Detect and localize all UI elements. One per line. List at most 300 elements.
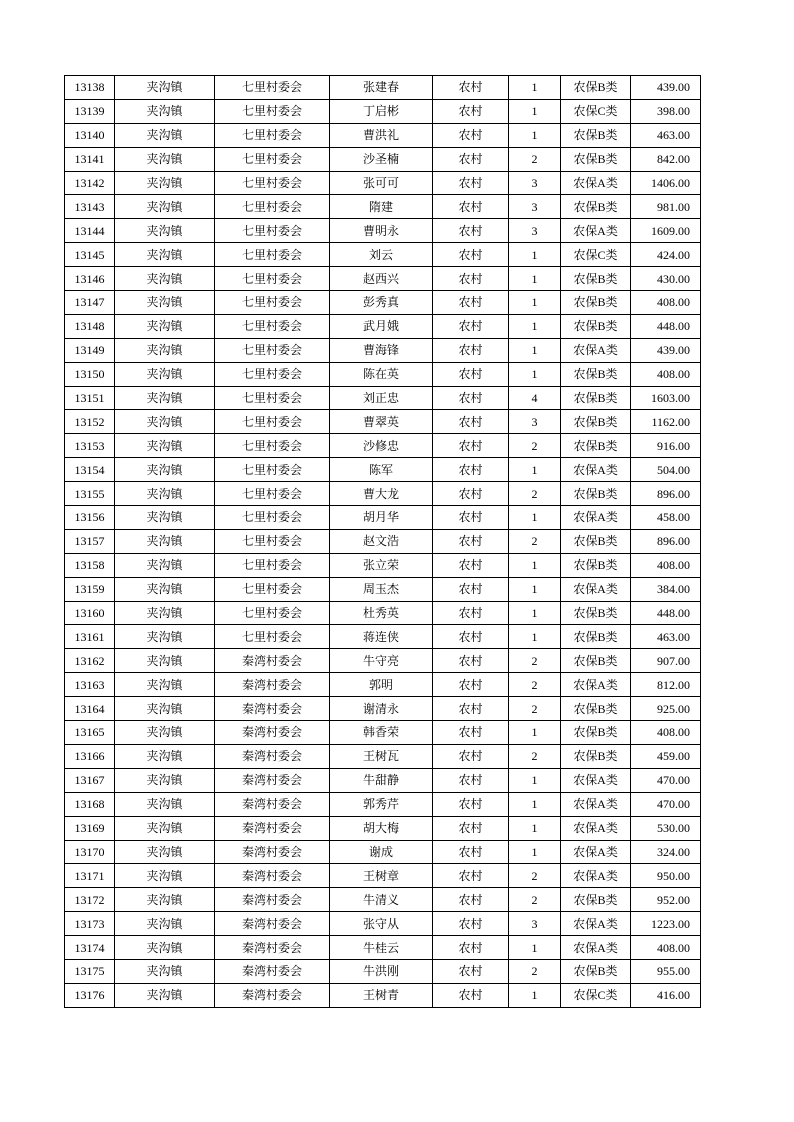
cell-id: 13176 — [65, 983, 115, 1007]
cell-count: 1 — [509, 506, 561, 530]
cell-town: 夹沟镇 — [115, 482, 215, 506]
cell-insurance_type: 农保A类 — [561, 864, 631, 888]
cell-insurance_type: 农保B类 — [561, 267, 631, 291]
cell-count: 3 — [509, 171, 561, 195]
cell-id: 13160 — [65, 601, 115, 625]
cell-town: 夹沟镇 — [115, 721, 215, 745]
cell-town: 夹沟镇 — [115, 362, 215, 386]
cell-name: 刘云 — [330, 243, 433, 267]
cell-village: 秦湾村委会 — [215, 912, 330, 936]
cell-village: 七里村委会 — [215, 625, 330, 649]
cell-id: 13169 — [65, 816, 115, 840]
cell-village: 秦湾村委会 — [215, 840, 330, 864]
cell-count: 3 — [509, 195, 561, 219]
cell-name: 沙圣楠 — [330, 147, 433, 171]
cell-name: 曹大龙 — [330, 482, 433, 506]
cell-amount: 1609.00 — [631, 219, 701, 243]
cell-residence: 农村 — [433, 673, 509, 697]
table-row — [65, 792, 701, 816]
cell-village: 七里村委会 — [215, 410, 330, 434]
table-row — [65, 291, 701, 315]
table-row — [65, 768, 701, 792]
cell-id: 13142 — [65, 171, 115, 195]
cell-amount: 324.00 — [631, 840, 701, 864]
cell-name: 刘正忠 — [330, 386, 433, 410]
cell-town: 夹沟镇 — [115, 338, 215, 362]
cell-id: 13158 — [65, 553, 115, 577]
cell-residence: 农村 — [433, 458, 509, 482]
cell-count: 2 — [509, 147, 561, 171]
cell-count: 1 — [509, 721, 561, 745]
cell-count: 4 — [509, 386, 561, 410]
cell-residence: 农村 — [433, 171, 509, 195]
cell-insurance_type: 农保A类 — [561, 577, 631, 601]
cell-insurance_type: 农保A类 — [561, 792, 631, 816]
cell-town: 夹沟镇 — [115, 219, 215, 243]
cell-village: 七里村委会 — [215, 171, 330, 195]
cell-residence: 农村 — [433, 912, 509, 936]
cell-village: 秦湾村委会 — [215, 864, 330, 888]
cell-town: 夹沟镇 — [115, 601, 215, 625]
cell-residence: 农村 — [433, 291, 509, 315]
cell-village: 七里村委会 — [215, 195, 330, 219]
cell-residence: 农村 — [433, 99, 509, 123]
cell-count: 1 — [509, 601, 561, 625]
cell-amount: 463.00 — [631, 123, 701, 147]
cell-insurance_type: 农保B类 — [561, 410, 631, 434]
cell-town: 夹沟镇 — [115, 99, 215, 123]
cell-id: 13152 — [65, 410, 115, 434]
cell-village: 七里村委会 — [215, 506, 330, 530]
cell-count: 3 — [509, 912, 561, 936]
table-row — [65, 577, 701, 601]
cell-village: 七里村委会 — [215, 147, 330, 171]
cell-residence: 农村 — [433, 816, 509, 840]
cell-village: 秦湾村委会 — [215, 673, 330, 697]
cell-insurance_type: 农保B类 — [561, 482, 631, 506]
cell-residence: 农村 — [433, 553, 509, 577]
cell-town: 夹沟镇 — [115, 147, 215, 171]
cell-name: 曹洪礼 — [330, 123, 433, 147]
table-row — [65, 243, 701, 267]
cell-insurance_type: 农保B类 — [561, 362, 631, 386]
cell-name: 牛甜静 — [330, 768, 433, 792]
cell-village: 秦湾村委会 — [215, 959, 330, 983]
cell-amount: 916.00 — [631, 434, 701, 458]
cell-amount: 1162.00 — [631, 410, 701, 434]
cell-id: 13165 — [65, 721, 115, 745]
cell-id: 13145 — [65, 243, 115, 267]
cell-id: 13157 — [65, 529, 115, 553]
cell-name: 武月娥 — [330, 314, 433, 338]
cell-insurance_type: 农保B类 — [561, 721, 631, 745]
cell-name: 韩香荣 — [330, 721, 433, 745]
cell-town: 夹沟镇 — [115, 768, 215, 792]
cell-count: 1 — [509, 553, 561, 577]
cell-amount: 842.00 — [631, 147, 701, 171]
table-row — [65, 506, 701, 530]
cell-village: 秦湾村委会 — [215, 983, 330, 1007]
cell-id: 13141 — [65, 147, 115, 171]
cell-name: 胡大梅 — [330, 816, 433, 840]
cell-residence: 农村 — [433, 123, 509, 147]
cell-insurance_type: 农保A类 — [561, 506, 631, 530]
cell-name: 王树青 — [330, 983, 433, 1007]
cell-amount: 504.00 — [631, 458, 701, 482]
cell-town: 夹沟镇 — [115, 386, 215, 410]
cell-town: 夹沟镇 — [115, 744, 215, 768]
cell-id: 13143 — [65, 195, 115, 219]
cell-town: 夹沟镇 — [115, 912, 215, 936]
table-row — [65, 147, 701, 171]
cell-insurance_type: 农保A类 — [561, 768, 631, 792]
cell-town: 夹沟镇 — [115, 983, 215, 1007]
cell-residence: 农村 — [433, 577, 509, 601]
cell-residence: 农村 — [433, 243, 509, 267]
cell-amount: 430.00 — [631, 267, 701, 291]
cell-amount: 907.00 — [631, 649, 701, 673]
cell-name: 谢成 — [330, 840, 433, 864]
cell-insurance_type: 农保B类 — [561, 744, 631, 768]
table-row — [65, 529, 701, 553]
table-row — [65, 362, 701, 386]
table-row — [65, 840, 701, 864]
cell-count: 1 — [509, 577, 561, 601]
table-row — [65, 99, 701, 123]
cell-insurance_type: 农保B类 — [561, 314, 631, 338]
cell-village: 秦湾村委会 — [215, 768, 330, 792]
cell-amount: 459.00 — [631, 744, 701, 768]
cell-name: 王树瓦 — [330, 744, 433, 768]
cell-village: 七里村委会 — [215, 458, 330, 482]
cell-insurance_type: 农保A类 — [561, 338, 631, 362]
cell-residence: 农村 — [433, 147, 509, 171]
cell-amount: 1223.00 — [631, 912, 701, 936]
cell-insurance_type: 农保A类 — [561, 673, 631, 697]
cell-village: 七里村委会 — [215, 529, 330, 553]
cell-village: 七里村委会 — [215, 338, 330, 362]
cell-residence: 农村 — [433, 195, 509, 219]
cell-town: 夹沟镇 — [115, 816, 215, 840]
cell-residence: 农村 — [433, 529, 509, 553]
table-row — [65, 625, 701, 649]
cell-count: 1 — [509, 267, 561, 291]
cell-insurance_type: 农保B类 — [561, 195, 631, 219]
table-row — [65, 123, 701, 147]
cell-town: 夹沟镇 — [115, 410, 215, 434]
cell-count: 1 — [509, 936, 561, 960]
cell-amount: 408.00 — [631, 721, 701, 745]
cell-id: 13156 — [65, 506, 115, 530]
cell-amount: 384.00 — [631, 577, 701, 601]
cell-town: 夹沟镇 — [115, 673, 215, 697]
cell-amount: 439.00 — [631, 338, 701, 362]
cell-count: 1 — [509, 625, 561, 649]
cell-count: 1 — [509, 76, 561, 100]
cell-amount: 408.00 — [631, 936, 701, 960]
table-row — [65, 76, 701, 100]
cell-amount: 925.00 — [631, 697, 701, 721]
cell-town: 夹沟镇 — [115, 864, 215, 888]
cell-town: 夹沟镇 — [115, 529, 215, 553]
cell-id: 13153 — [65, 434, 115, 458]
cell-name: 牛守亮 — [330, 649, 433, 673]
cell-village: 七里村委会 — [215, 219, 330, 243]
table-row — [65, 649, 701, 673]
cell-town: 夹沟镇 — [115, 697, 215, 721]
table-row — [65, 314, 701, 338]
cell-village: 七里村委会 — [215, 267, 330, 291]
table-row — [65, 983, 701, 1007]
cell-id: 13170 — [65, 840, 115, 864]
cell-village: 秦湾村委会 — [215, 792, 330, 816]
cell-insurance_type: 农保B类 — [561, 888, 631, 912]
cell-insurance_type: 农保A类 — [561, 816, 631, 840]
cell-insurance_type: 农保C类 — [561, 99, 631, 123]
cell-residence: 农村 — [433, 362, 509, 386]
cell-village: 七里村委会 — [215, 577, 330, 601]
subsidy-table — [64, 75, 701, 1008]
cell-village: 七里村委会 — [215, 123, 330, 147]
cell-insurance_type: 农保B类 — [561, 386, 631, 410]
cell-id: 13163 — [65, 673, 115, 697]
cell-name: 谢清永 — [330, 697, 433, 721]
cell-name: 张建春 — [330, 76, 433, 100]
cell-residence: 农村 — [433, 936, 509, 960]
cell-residence: 农村 — [433, 864, 509, 888]
cell-name: 蒋连侠 — [330, 625, 433, 649]
cell-town: 夹沟镇 — [115, 625, 215, 649]
cell-town: 夹沟镇 — [115, 314, 215, 338]
cell-residence: 农村 — [433, 506, 509, 530]
cell-town: 夹沟镇 — [115, 840, 215, 864]
cell-town: 夹沟镇 — [115, 888, 215, 912]
cell-village: 七里村委会 — [215, 314, 330, 338]
cell-name: 隋建 — [330, 195, 433, 219]
cell-town: 夹沟镇 — [115, 959, 215, 983]
cell-residence: 农村 — [433, 840, 509, 864]
cell-town: 夹沟镇 — [115, 291, 215, 315]
cell-residence: 农村 — [433, 338, 509, 362]
cell-count: 3 — [509, 219, 561, 243]
table-row — [65, 912, 701, 936]
cell-village: 七里村委会 — [215, 243, 330, 267]
cell-id: 13148 — [65, 314, 115, 338]
cell-name: 赵西兴 — [330, 267, 433, 291]
cell-town: 夹沟镇 — [115, 577, 215, 601]
cell-residence: 农村 — [433, 983, 509, 1007]
cell-village: 七里村委会 — [215, 434, 330, 458]
table-row — [65, 601, 701, 625]
cell-count: 2 — [509, 744, 561, 768]
cell-town: 夹沟镇 — [115, 936, 215, 960]
cell-id: 13168 — [65, 792, 115, 816]
cell-id: 13167 — [65, 768, 115, 792]
cell-residence: 农村 — [433, 649, 509, 673]
cell-id: 13174 — [65, 936, 115, 960]
cell-insurance_type: 农保B类 — [561, 697, 631, 721]
cell-residence: 农村 — [433, 219, 509, 243]
cell-town: 夹沟镇 — [115, 553, 215, 577]
cell-residence: 农村 — [433, 386, 509, 410]
table-row — [65, 697, 701, 721]
cell-name: 杜秀英 — [330, 601, 433, 625]
cell-count: 1 — [509, 816, 561, 840]
cell-count: 1 — [509, 840, 561, 864]
cell-insurance_type: 农保B类 — [561, 76, 631, 100]
cell-insurance_type: 农保B类 — [561, 959, 631, 983]
cell-amount: 955.00 — [631, 959, 701, 983]
cell-amount: 470.00 — [631, 768, 701, 792]
table-row — [65, 744, 701, 768]
cell-count: 1 — [509, 768, 561, 792]
cell-town: 夹沟镇 — [115, 243, 215, 267]
table-row — [65, 386, 701, 410]
cell-count: 2 — [509, 649, 561, 673]
cell-village: 秦湾村委会 — [215, 936, 330, 960]
cell-count: 1 — [509, 99, 561, 123]
table-row — [65, 553, 701, 577]
cell-name: 张立荣 — [330, 553, 433, 577]
cell-count: 2 — [509, 864, 561, 888]
cell-amount: 981.00 — [631, 195, 701, 219]
cell-amount: 952.00 — [631, 888, 701, 912]
cell-id: 13173 — [65, 912, 115, 936]
cell-amount: 408.00 — [631, 362, 701, 386]
cell-town: 夹沟镇 — [115, 123, 215, 147]
cell-insurance_type: 农保B类 — [561, 601, 631, 625]
cell-insurance_type: 农保B类 — [561, 147, 631, 171]
cell-insurance_type: 农保A类 — [561, 458, 631, 482]
cell-count: 2 — [509, 673, 561, 697]
table-row — [65, 434, 701, 458]
cell-amount: 1603.00 — [631, 386, 701, 410]
cell-id: 13175 — [65, 959, 115, 983]
cell-residence: 农村 — [433, 601, 509, 625]
cell-count: 2 — [509, 529, 561, 553]
table-row — [65, 959, 701, 983]
table-row — [65, 482, 701, 506]
cell-residence: 农村 — [433, 959, 509, 983]
cell-amount: 439.00 — [631, 76, 701, 100]
table-row — [65, 721, 701, 745]
cell-residence: 农村 — [433, 434, 509, 458]
cell-residence: 农村 — [433, 721, 509, 745]
cell-name: 沙修忠 — [330, 434, 433, 458]
cell-count: 2 — [509, 482, 561, 506]
cell-amount: 416.00 — [631, 983, 701, 1007]
cell-count: 2 — [509, 434, 561, 458]
cell-id: 13146 — [65, 267, 115, 291]
table-row — [65, 195, 701, 219]
cell-name: 曹海锋 — [330, 338, 433, 362]
cell-insurance_type: 农保A类 — [561, 936, 631, 960]
cell-village: 七里村委会 — [215, 482, 330, 506]
cell-name: 郭明 — [330, 673, 433, 697]
cell-residence: 农村 — [433, 744, 509, 768]
cell-id: 13147 — [65, 291, 115, 315]
cell-insurance_type: 农保B类 — [561, 291, 631, 315]
cell-count: 2 — [509, 959, 561, 983]
cell-amount: 448.00 — [631, 314, 701, 338]
cell-village: 七里村委会 — [215, 362, 330, 386]
cell-insurance_type: 农保A类 — [561, 219, 631, 243]
cell-amount: 463.00 — [631, 625, 701, 649]
cell-insurance_type: 农保A类 — [561, 171, 631, 195]
cell-village: 秦湾村委会 — [215, 697, 330, 721]
cell-amount: 408.00 — [631, 553, 701, 577]
cell-id: 13159 — [65, 577, 115, 601]
table-row — [65, 673, 701, 697]
cell-id: 13155 — [65, 482, 115, 506]
cell-village: 七里村委会 — [215, 553, 330, 577]
cell-insurance_type: 农保B类 — [561, 123, 631, 147]
cell-residence: 农村 — [433, 314, 509, 338]
cell-residence: 农村 — [433, 792, 509, 816]
cell-residence: 农村 — [433, 410, 509, 434]
cell-id: 13149 — [65, 338, 115, 362]
cell-residence: 农村 — [433, 482, 509, 506]
cell-village: 七里村委会 — [215, 99, 330, 123]
cell-id: 13171 — [65, 864, 115, 888]
cell-id: 13164 — [65, 697, 115, 721]
cell-town: 夹沟镇 — [115, 458, 215, 482]
cell-amount: 424.00 — [631, 243, 701, 267]
cell-insurance_type: 农保C类 — [561, 983, 631, 1007]
cell-amount: 950.00 — [631, 864, 701, 888]
cell-id: 13150 — [65, 362, 115, 386]
cell-insurance_type: 农保B类 — [561, 649, 631, 673]
table-row — [65, 410, 701, 434]
table-row — [65, 888, 701, 912]
table-row — [65, 171, 701, 195]
cell-name: 胡月华 — [330, 506, 433, 530]
cell-count: 1 — [509, 291, 561, 315]
cell-count: 1 — [509, 243, 561, 267]
cell-insurance_type: 农保A类 — [561, 912, 631, 936]
cell-name: 牛桂云 — [330, 936, 433, 960]
cell-count: 1 — [509, 123, 561, 147]
cell-residence: 农村 — [433, 267, 509, 291]
cell-residence: 农村 — [433, 625, 509, 649]
table-row — [65, 816, 701, 840]
cell-village: 七里村委会 — [215, 76, 330, 100]
cell-name: 张守从 — [330, 912, 433, 936]
cell-name: 陈在英 — [330, 362, 433, 386]
cell-town: 夹沟镇 — [115, 76, 215, 100]
cell-id: 13138 — [65, 76, 115, 100]
cell-amount: 448.00 — [631, 601, 701, 625]
cell-residence: 农村 — [433, 888, 509, 912]
cell-amount: 530.00 — [631, 816, 701, 840]
cell-id: 13154 — [65, 458, 115, 482]
cell-name: 牛清义 — [330, 888, 433, 912]
cell-village: 七里村委会 — [215, 291, 330, 315]
cell-amount: 408.00 — [631, 291, 701, 315]
cell-amount: 470.00 — [631, 792, 701, 816]
cell-id: 13172 — [65, 888, 115, 912]
cell-amount: 1406.00 — [631, 171, 701, 195]
cell-residence: 农村 — [433, 697, 509, 721]
cell-village: 秦湾村委会 — [215, 721, 330, 745]
cell-town: 夹沟镇 — [115, 506, 215, 530]
cell-village: 七里村委会 — [215, 386, 330, 410]
cell-village: 秦湾村委会 — [215, 744, 330, 768]
cell-count: 1 — [509, 314, 561, 338]
cell-amount: 812.00 — [631, 673, 701, 697]
cell-name: 陈军 — [330, 458, 433, 482]
cell-village: 秦湾村委会 — [215, 649, 330, 673]
